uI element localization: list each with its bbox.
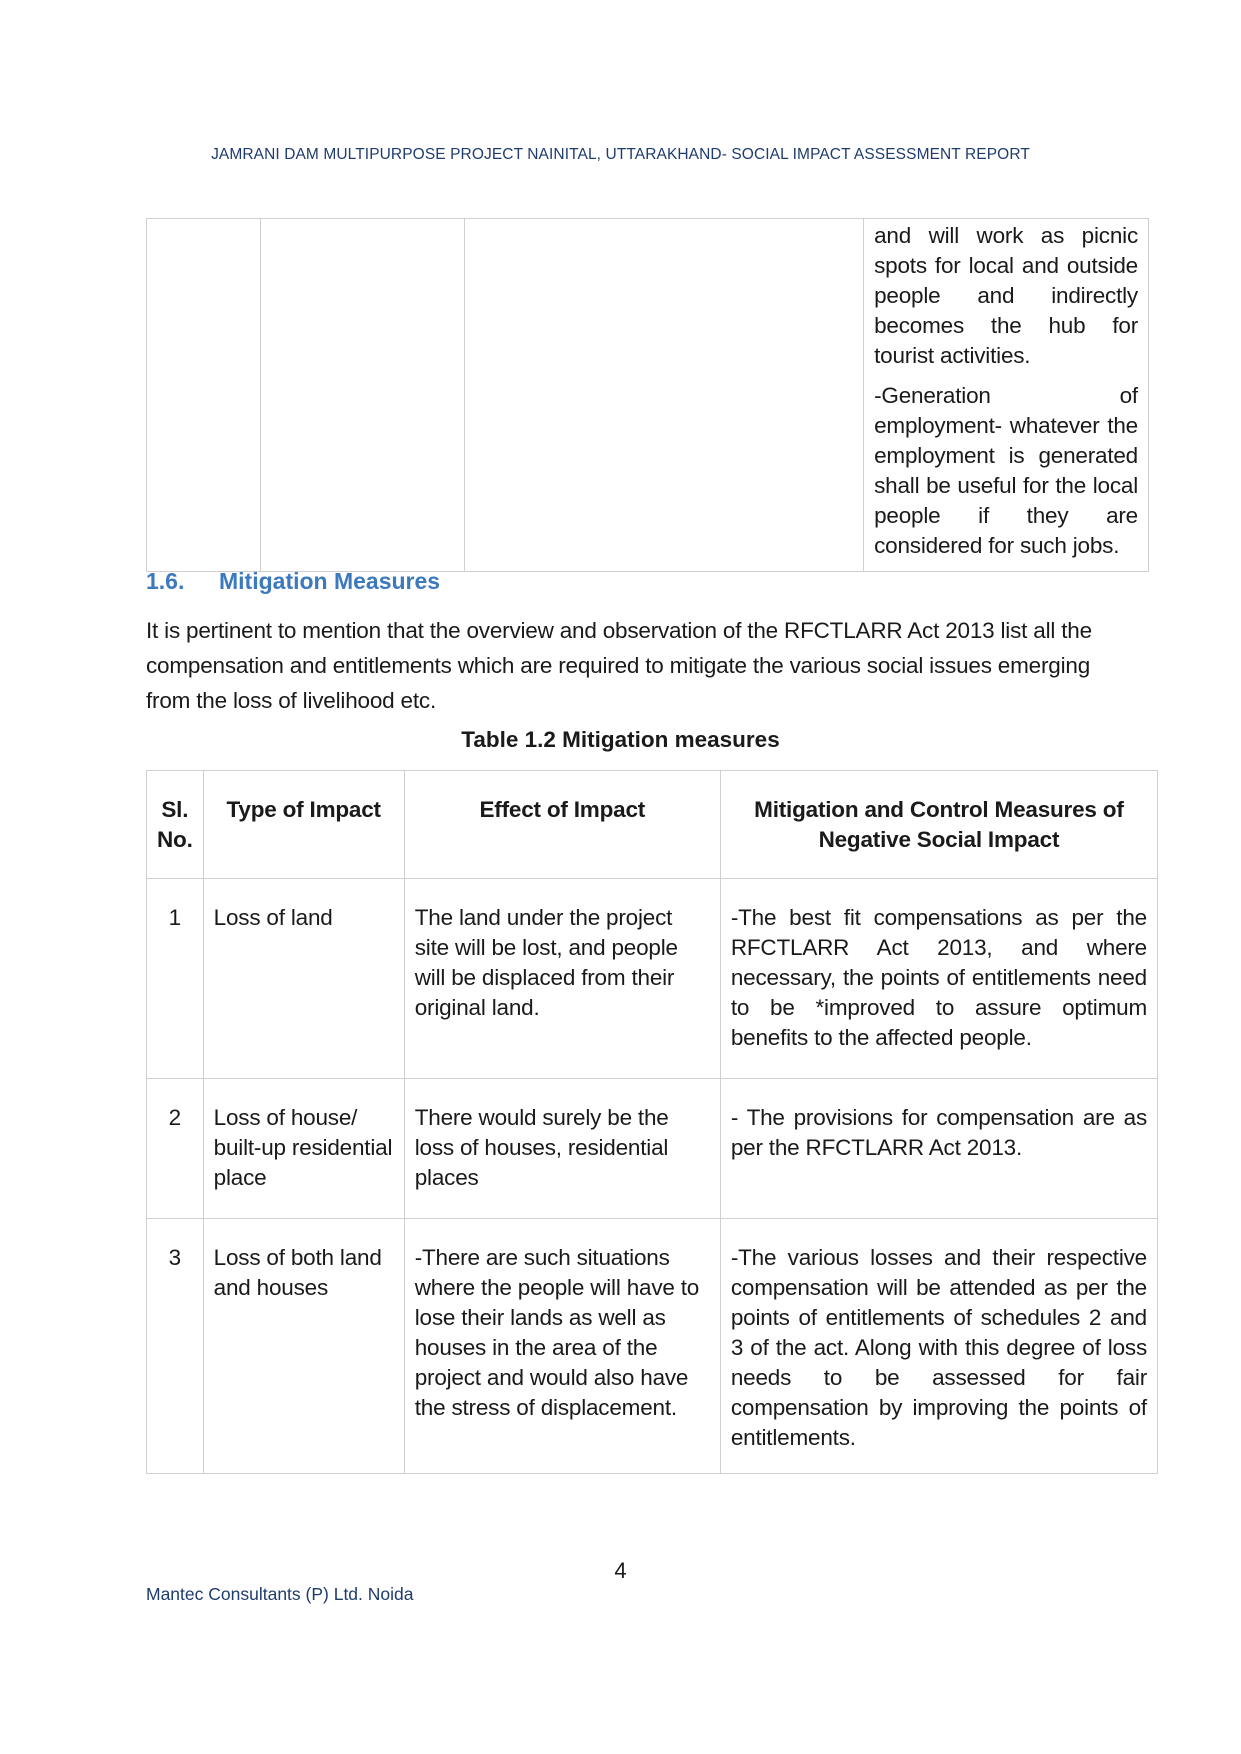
cell-effect: The land under the project site will be lost, and people will be displaced from their original land. — [404, 879, 720, 1079]
page-number: 4 — [614, 1558, 627, 1583]
cell-sl: 3 — [147, 1219, 204, 1474]
section-number: 1.6. — [146, 568, 185, 594]
report-header: JAMRANI DAM MULTIPURPOSE PROJECT NAINITAL, UTTARAKHAND- SOCIAL IMPACT ASSESSMENT REPORT — [211, 146, 1030, 163]
cell-mitigation: -The various losses and their respective compensation will be attended as per the points of entitlements of schedules 2 and 3 of the act. Along with this degree of loss needs to be assessed for fair compensation by improving the points of entitlements. — [720, 1219, 1157, 1474]
mitigation-table — [146, 770, 1158, 1474]
empty-cell — [261, 219, 465, 572]
section-heading — [146, 568, 440, 595]
header-effect-of-impact: Effect of Impact — [404, 771, 720, 879]
table-row — [147, 1219, 1158, 1474]
header-type-of-impact: Type of Impact — [203, 771, 404, 879]
table-caption: Table 1.2 Mitigation measures — [461, 727, 780, 752]
continued-table — [146, 218, 1149, 572]
cell-type: Loss of house/ built-up residential place — [203, 1079, 404, 1219]
empty-cell — [465, 219, 864, 572]
empty-cell — [147, 219, 261, 572]
section-paragraph: It is pertinent to mention that the overview and observation of the RFCTLARR Act 2013 list all the compensation and entitlements which are required to mitigate the various social issues emerging from the loss of livelihood etc. — [146, 618, 1092, 713]
cell-effect: There would surely be the loss of houses, residential places — [404, 1079, 720, 1219]
continued-paragraph: -Generation of employment- whatever the employment is generated shall be useful for the local people if they are considered for such jobs. — [874, 383, 1138, 558]
header-sl-no: Sl. No. — [147, 771, 204, 879]
section-title: Mitigation Measures — [219, 568, 441, 594]
cell-type: Loss of land — [203, 879, 404, 1079]
footer-company: Mantec Consultants (P) Ltd. Noida — [146, 1584, 414, 1604]
table-row — [147, 879, 1158, 1079]
cell-sl: 1 — [147, 879, 204, 1079]
continued-text-cell — [864, 219, 1149, 572]
continued-paragraph: and will work as picnic spots for local and outside people and indirectly becomes the hub for tourist activities. — [874, 223, 1138, 368]
cell-sl: 2 — [147, 1079, 204, 1219]
cell-mitigation: - The provisions for compensation are as per the RFCTLARR Act 2013. — [720, 1079, 1157, 1219]
cell-type: Loss of both land and houses — [203, 1219, 404, 1474]
header-mitigation-measures: Mitigation and Control Measures of Negative Social Impact — [720, 771, 1157, 879]
cell-effect: -There are such situations where the people will have to lose their lands as well as houses in the area of the project and would also have the stress of displacement. — [404, 1219, 720, 1474]
table-header-row — [147, 771, 1158, 879]
table-row — [147, 1079, 1158, 1219]
table-row — [147, 219, 1149, 572]
cell-mitigation: -The best fit compensations as per the RFCTLARR Act 2013, and where necessary, the points of entitlements need to be *improved to assure optimum benefits to the affected people. — [720, 879, 1157, 1079]
